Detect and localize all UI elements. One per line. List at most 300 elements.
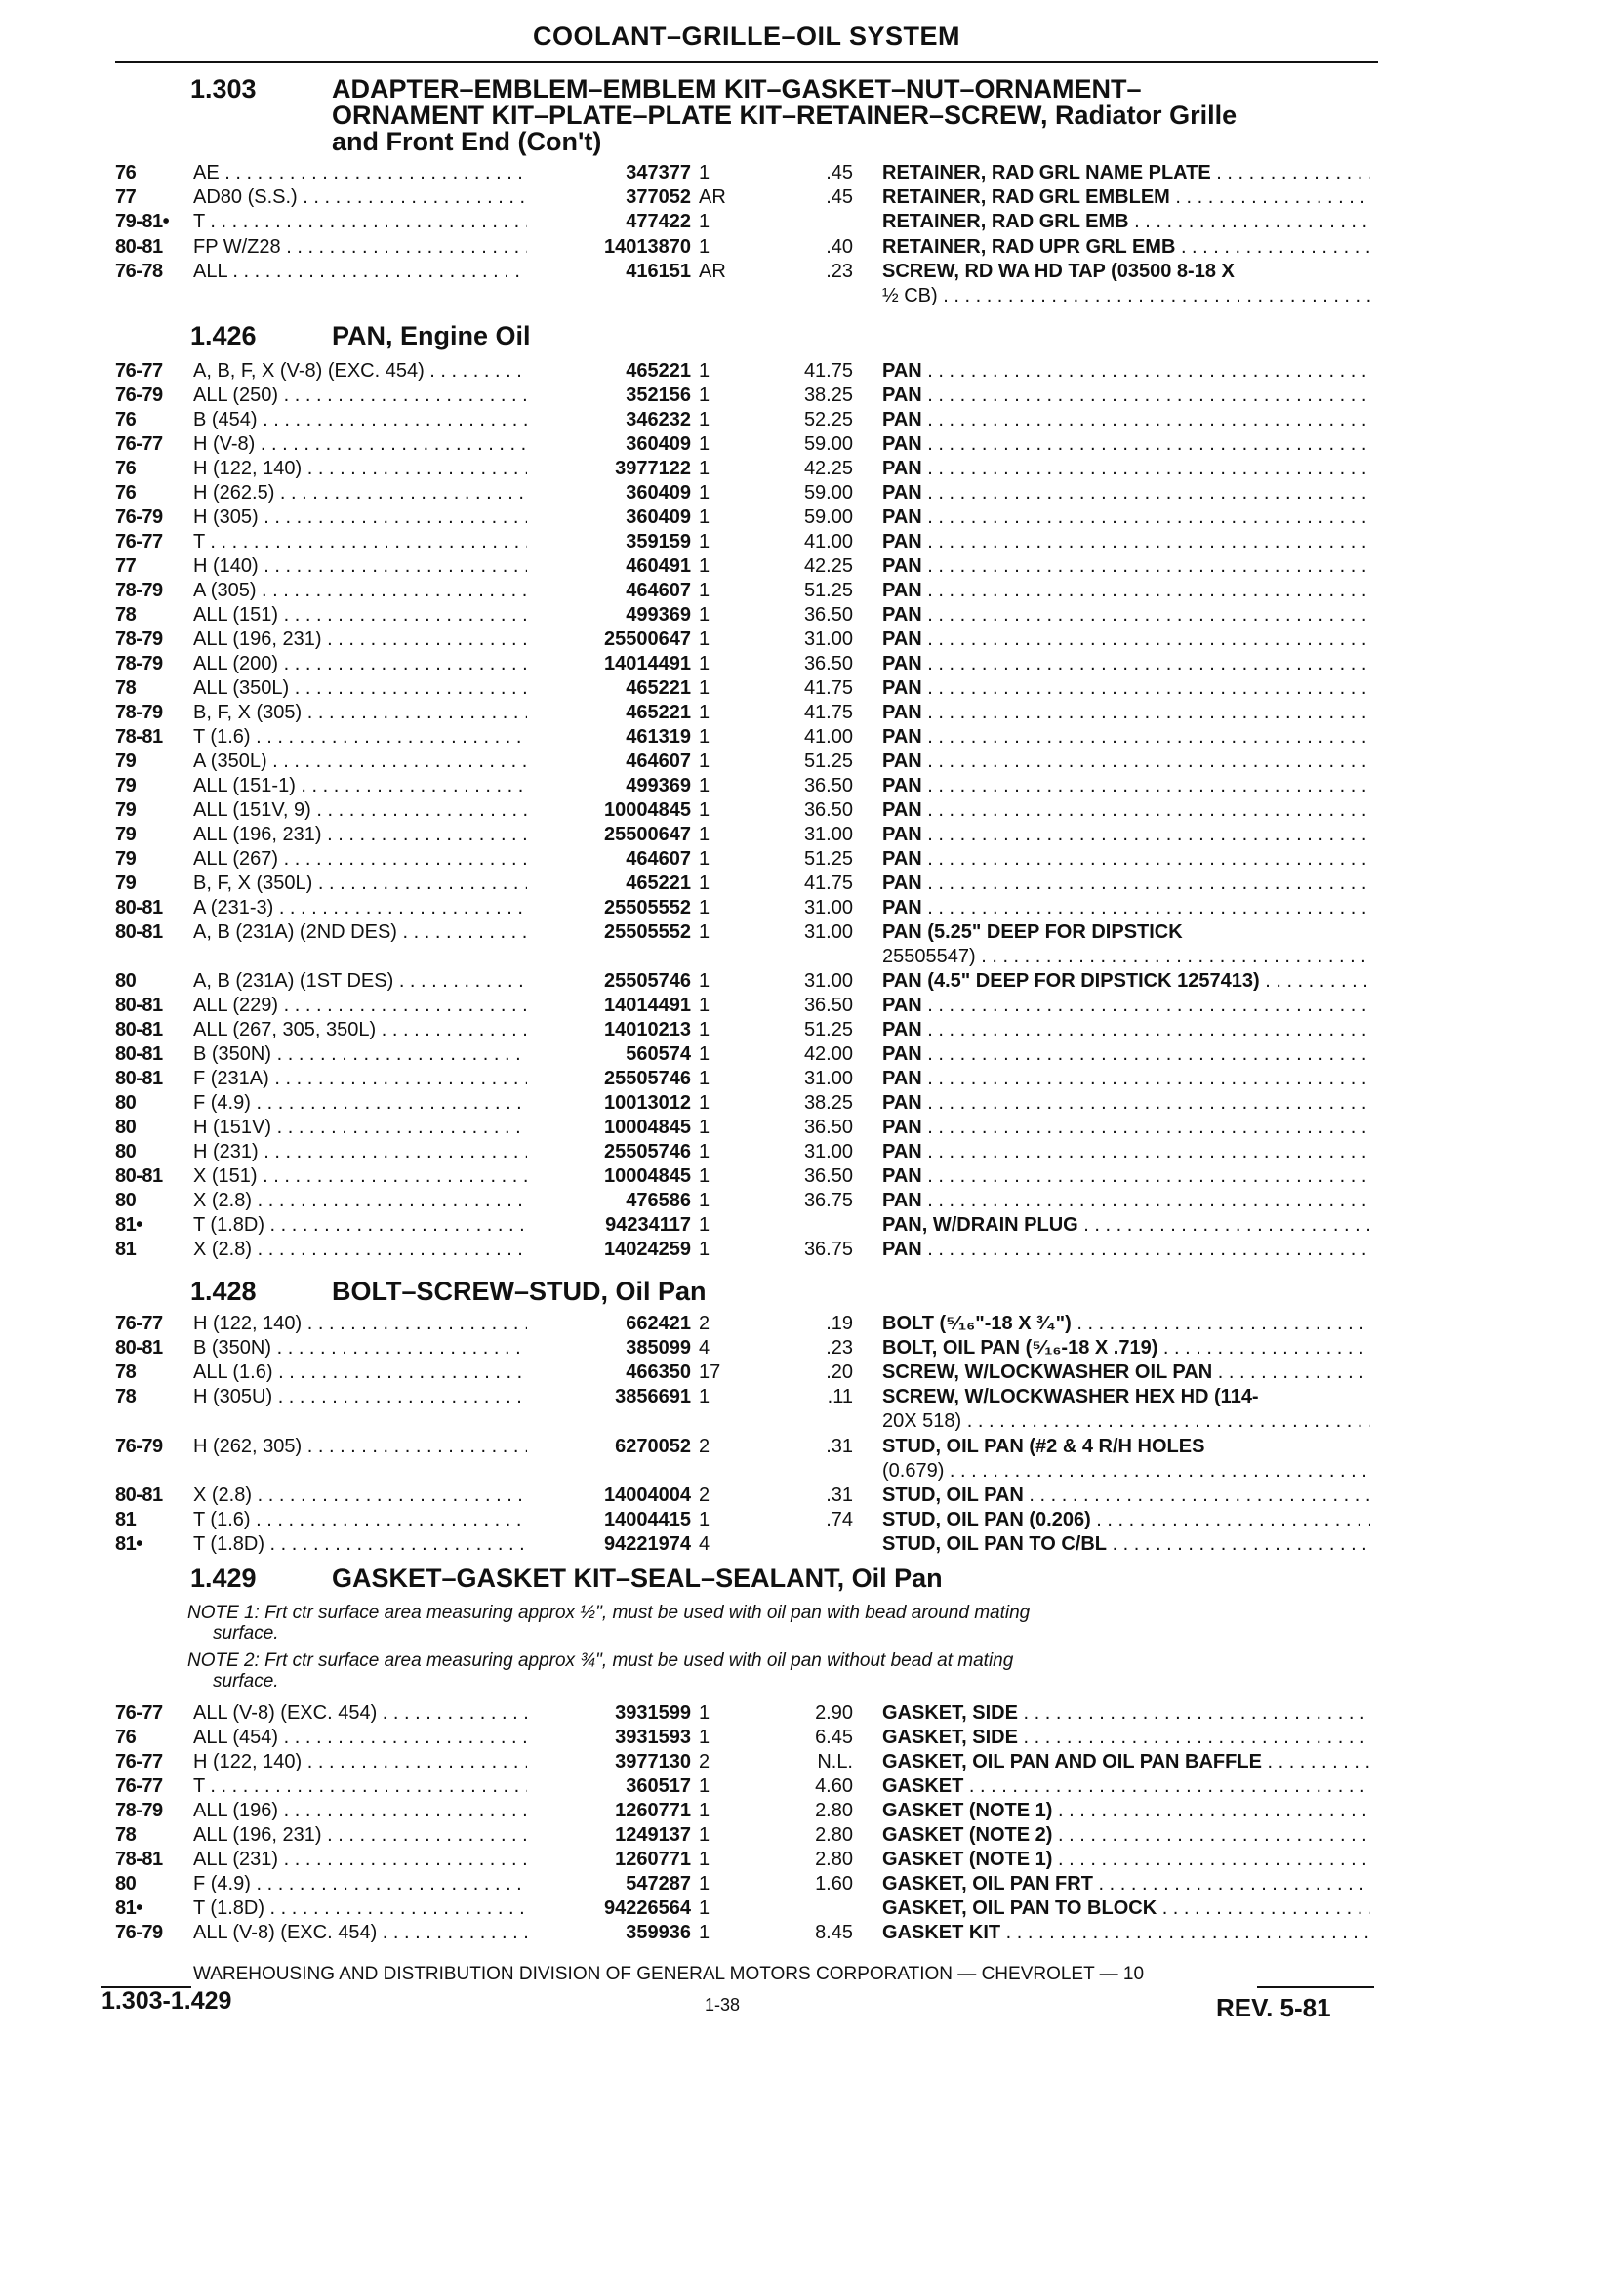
section-title-line: PAN, Engine Oil — [332, 321, 531, 350]
model-years: 76-79 — [115, 1922, 163, 1943]
quantity: 1 — [699, 677, 710, 699]
price: 38.25 — [803, 385, 853, 406]
section-number: 1.429 — [190, 1564, 257, 1593]
description — [882, 260, 1370, 308]
application: A, B (231A) (2ND DES) . . . — [193, 920, 547, 945]
footer-page-number: 1-38 — [705, 1995, 741, 2015]
quantity: 1 — [699, 433, 710, 455]
description — [882, 1799, 1370, 1823]
table-row — [0, 530, 1624, 554]
model-years: 80-81 — [115, 921, 163, 943]
quantity: 17 — [699, 1362, 721, 1383]
model-years: 80-81 — [115, 1165, 163, 1187]
description-text: BOLT, OIL PAN (⁵⁄₁₆-18 X .719) — [882, 1337, 1158, 1359]
note-1 — [187, 1603, 1339, 1644]
price: 31.00 — [803, 824, 853, 845]
description-text: PAN — [882, 507, 922, 528]
description — [882, 554, 1370, 579]
price: 2.90 — [815, 1702, 853, 1724]
description-text: PAN — [882, 1092, 922, 1114]
model-years: 76-77 — [115, 531, 163, 552]
application: H (151V) . . . — [193, 1116, 547, 1140]
table-row — [0, 457, 1624, 481]
table-row — [0, 1361, 1624, 1385]
table-row — [0, 432, 1624, 457]
price: 36.50 — [803, 653, 853, 674]
description — [882, 530, 1370, 554]
quantity: 2 — [699, 1436, 710, 1457]
model-years: 76 — [115, 458, 137, 479]
description-text: PAN — [882, 531, 922, 552]
table-row — [0, 481, 1624, 506]
price: 51.25 — [803, 751, 853, 772]
description — [882, 1921, 1370, 1945]
model-years: 80 — [115, 1092, 137, 1114]
part-number: 662421 — [527, 1312, 691, 1336]
quantity: 1 — [699, 409, 710, 430]
price: .40 — [826, 236, 853, 258]
application: B (454) . . . — [193, 408, 547, 432]
quantity: 1 — [699, 775, 710, 796]
model-years: 79 — [115, 751, 137, 772]
application: ALL (250) . . . — [193, 384, 547, 408]
quantity: 1 — [699, 1165, 710, 1187]
model-years: 76-79 — [115, 385, 163, 406]
price: 51.25 — [803, 848, 853, 870]
model-years: 78-79 — [115, 1800, 163, 1821]
application: H (305U) . . . — [193, 1385, 547, 1409]
table-row — [0, 1435, 1624, 1484]
description — [882, 676, 1370, 701]
description-text: GASKET, OIL PAN AND OIL PAN BAFFLE — [882, 1751, 1262, 1772]
table-row — [0, 1750, 1624, 1774]
table-row — [0, 1164, 1624, 1189]
quantity: 1 — [699, 385, 710, 406]
part-number: 25505552 — [527, 896, 691, 920]
model-years: 76-77 — [115, 1702, 163, 1724]
application: ALL . . . — [193, 260, 547, 284]
part-number: 465221 — [527, 872, 691, 896]
price: .23 — [826, 261, 853, 282]
description-text: PAN — [882, 409, 922, 430]
section-number: 1.303 — [190, 74, 257, 103]
quantity: 1 — [699, 653, 710, 674]
quantity: 1 — [699, 1141, 710, 1162]
table-row — [0, 161, 1624, 185]
description — [882, 994, 1370, 1018]
quantity: 4 — [699, 1533, 710, 1555]
quantity: 1 — [699, 1873, 710, 1894]
description-text: PAN — [882, 360, 922, 382]
quantity: 1 — [699, 1800, 710, 1821]
quantity: 1 — [699, 1509, 710, 1530]
application: ALL (196, 231) . . . — [193, 628, 547, 652]
description — [882, 725, 1370, 750]
quantity: AR — [699, 261, 726, 282]
model-years: 80-81 — [115, 897, 163, 918]
quantity: 1 — [699, 482, 710, 504]
part-number: 25505746 — [527, 1140, 691, 1164]
price: 41.75 — [803, 677, 853, 699]
model-years: 80-81 — [115, 1068, 163, 1089]
description-text: PAN — [882, 555, 922, 577]
part-number: 464607 — [527, 847, 691, 872]
description — [882, 506, 1370, 530]
quantity: 1 — [699, 162, 710, 183]
table-row — [0, 1336, 1624, 1361]
description — [882, 235, 1370, 260]
application: X (151) . . . — [193, 1164, 547, 1189]
quantity: 1 — [699, 507, 710, 528]
model-years: 80-81 — [115, 1485, 163, 1506]
application: T (1.8D) . . . — [193, 1896, 547, 1921]
price: 36.50 — [803, 1117, 853, 1138]
quantity: 1 — [699, 1849, 710, 1870]
quantity: 1 — [699, 1702, 710, 1724]
description — [882, 1848, 1370, 1872]
description-text: PAN — [882, 751, 922, 772]
model-years: 80 — [115, 1117, 137, 1138]
part-number: 465221 — [527, 701, 691, 725]
description-continued: 25505547) . . . — [882, 945, 1370, 969]
application: A, B, F, X (V-8) (EXC. 454) . . . — [193, 359, 547, 384]
description — [882, 774, 1370, 798]
description-text: PAN — [882, 1165, 922, 1187]
application: T (1.6) . . . — [193, 1508, 547, 1532]
section-title-line: ORNAMENT KIT–PLATE–PLATE KIT–RETAINER–SCREW, Radiator Grille — [332, 101, 1238, 130]
section-title — [332, 323, 531, 349]
quantity: 1 — [699, 1068, 710, 1089]
part-number: 360409 — [527, 432, 691, 457]
table-row — [0, 1799, 1624, 1823]
description-text: STUD, OIL PAN TO C/BL — [882, 1533, 1108, 1555]
price: 36.50 — [803, 995, 853, 1016]
application: H (262.5) . . . — [193, 481, 547, 506]
application: ALL (V-8) (EXC. 454) . . . — [193, 1921, 547, 1945]
description-text: PAN — [882, 1239, 922, 1260]
description-text: PAN — [882, 848, 922, 870]
application: ALL (151V, 9) . . . — [193, 798, 547, 823]
part-number: 25505746 — [527, 969, 691, 994]
table-row — [0, 628, 1624, 652]
description-text: SCREW, RD WA HD TAP (03500 8-18 X — [882, 261, 1235, 282]
table-row — [0, 235, 1624, 260]
application: H (122, 140) . . . — [193, 1750, 547, 1774]
part-number: 360409 — [527, 506, 691, 530]
description-text: RETAINER, RAD GRL EMBLEM — [882, 186, 1170, 208]
part-number: 347377 — [527, 161, 691, 185]
model-years: 81• — [115, 1533, 142, 1555]
quantity: 1 — [699, 873, 710, 894]
price: 59.00 — [803, 482, 853, 504]
description — [882, 1484, 1370, 1508]
table-row — [0, 210, 1624, 234]
description-text: PAN — [882, 995, 922, 1016]
quantity: 1 — [699, 824, 710, 845]
description-text: STUD, OIL PAN — [882, 1485, 1024, 1506]
price: .45 — [826, 186, 853, 208]
model-years: 79-81• — [115, 211, 170, 232]
application: ALL (196, 231) . . . — [193, 1823, 547, 1848]
part-number: 94221974 — [527, 1532, 691, 1557]
table-row — [0, 676, 1624, 701]
price: 1.60 — [815, 1873, 853, 1894]
model-years: 80 — [115, 1141, 137, 1162]
table-row — [0, 798, 1624, 823]
part-number: 25505746 — [527, 1067, 691, 1091]
price: 41.00 — [803, 531, 853, 552]
table-row — [0, 1189, 1624, 1213]
part-number: 465221 — [527, 676, 691, 701]
description — [882, 1701, 1370, 1726]
description — [882, 1189, 1370, 1213]
model-years: 76-78 — [115, 261, 163, 282]
note-text: NOTE 1: Frt ctr surface area measuring approx ½", must be used with oil pan with bead around mating — [187, 1603, 1031, 1623]
table-row — [0, 896, 1624, 920]
application: ALL (454) . . . — [193, 1726, 547, 1750]
table-row — [0, 359, 1624, 384]
part-number: 547287 — [527, 1872, 691, 1896]
model-years: 81• — [115, 1214, 142, 1236]
description-text: STUD, OIL PAN (0.206) — [882, 1509, 1091, 1530]
description — [882, 210, 1370, 234]
quantity: 1 — [699, 1727, 710, 1748]
part-number: 464607 — [527, 750, 691, 774]
part-number: 25500647 — [527, 628, 691, 652]
application: T (1.6) . . . — [193, 725, 547, 750]
part-number: 499369 — [527, 774, 691, 798]
application: ALL (V-8) (EXC. 454) . . . — [193, 1701, 547, 1726]
quantity: 1 — [699, 555, 710, 577]
quantity: 1 — [699, 799, 710, 821]
price: 31.00 — [803, 970, 853, 992]
description — [882, 1532, 1370, 1557]
table-row — [0, 1140, 1624, 1164]
part-number: 352156 — [527, 384, 691, 408]
application: H (V-8) . . . — [193, 432, 547, 457]
part-number: 416151 — [527, 260, 691, 284]
part-number: 14014491 — [527, 652, 691, 676]
description — [882, 701, 1370, 725]
description — [882, 384, 1370, 408]
price: 8.45 — [815, 1922, 853, 1943]
price: 4.60 — [815, 1775, 853, 1797]
table-row — [0, 1042, 1624, 1067]
quantity: 1 — [699, 236, 710, 258]
description-text: PAN — [882, 385, 922, 406]
description — [882, 823, 1370, 847]
description — [882, 359, 1370, 384]
description-text: GASKET — [882, 1775, 964, 1797]
description-text: GASKET, OIL PAN TO BLOCK — [882, 1897, 1157, 1919]
description-text: PAN — [882, 1068, 922, 1089]
section-number: 1.426 — [190, 321, 257, 350]
quantity: 1 — [699, 1190, 710, 1211]
part-number: 476586 — [527, 1189, 691, 1213]
description-text: PAN — [882, 1117, 922, 1138]
model-years: 76-77 — [115, 1313, 163, 1334]
description-text: GASKET (NOTE 1) — [882, 1849, 1053, 1870]
table-row — [0, 1508, 1624, 1532]
description-text: GASKET (NOTE 1) — [882, 1800, 1053, 1821]
description — [882, 1018, 1370, 1042]
model-years: 76-77 — [115, 360, 163, 382]
application: B, F, X (305) . . . — [193, 701, 547, 725]
quantity: 1 — [699, 1092, 710, 1114]
model-years: 78-79 — [115, 702, 163, 723]
application: H (140) . . . — [193, 554, 547, 579]
description-text: RETAINER, RAD GRL NAME PLATE — [882, 162, 1211, 183]
price: 31.00 — [803, 897, 853, 918]
description — [882, 185, 1370, 210]
price: 2.80 — [815, 1849, 853, 1870]
description-text: PAN — [882, 604, 922, 626]
model-years: 80-81 — [115, 1043, 163, 1065]
model-years: 78-81 — [115, 726, 163, 748]
application: B (350N) . . . — [193, 1336, 547, 1361]
application: H (305) . . . — [193, 506, 547, 530]
description-text: PAN — [882, 653, 922, 674]
part-number: 10004845 — [527, 798, 691, 823]
description-text: GASKET, SIDE — [882, 1702, 1018, 1724]
description — [882, 628, 1370, 652]
table-row — [0, 701, 1624, 725]
model-years: 78 — [115, 677, 137, 699]
description — [882, 1726, 1370, 1750]
part-number: 6270052 — [527, 1435, 691, 1459]
description-text: PAN — [882, 1141, 922, 1162]
model-years: 80 — [115, 1190, 137, 1211]
section-title-line: and Front End (Con't) — [332, 127, 602, 156]
quantity: 1 — [699, 702, 710, 723]
application: FP W/Z28 . . . — [193, 235, 547, 260]
part-number: 3931599 — [527, 1701, 691, 1726]
description — [882, 603, 1370, 628]
price: 36.50 — [803, 1165, 853, 1187]
section-title — [332, 1566, 943, 1592]
price: 2.80 — [815, 1800, 853, 1821]
application: A (231-3) . . . — [193, 896, 547, 920]
description — [882, 457, 1370, 481]
part-number: 94234117 — [527, 1213, 691, 1238]
description-text: BOLT (⁵⁄₁₆"-18 X ³⁄₄") — [882, 1313, 1072, 1334]
model-years: 77 — [115, 186, 137, 208]
description-continued: ½ CB) . . . — [882, 284, 1370, 308]
price: .23 — [826, 1337, 853, 1359]
application: F (4.9) . . . — [193, 1872, 547, 1896]
note-2 — [187, 1650, 1339, 1691]
table-row — [0, 969, 1624, 994]
model-years: 78 — [115, 604, 137, 626]
table-row — [0, 1848, 1624, 1872]
model-years: 76-77 — [115, 433, 163, 455]
price: 59.00 — [803, 433, 853, 455]
price: 52.25 — [803, 409, 853, 430]
application: H (122, 140) . . . — [193, 1312, 547, 1336]
price: 51.25 — [803, 580, 853, 601]
quantity: 1 — [699, 1239, 710, 1260]
model-years: 79 — [115, 824, 137, 845]
part-number: 10013012 — [527, 1091, 691, 1116]
description-text: GASKET KIT — [882, 1922, 1001, 1943]
part-number: 10004845 — [527, 1164, 691, 1189]
quantity: 1 — [699, 1019, 710, 1040]
part-number: 3931593 — [527, 1726, 691, 1750]
quantity: 1 — [699, 1897, 710, 1919]
quantity: 1 — [699, 458, 710, 479]
part-number: 14024259 — [527, 1238, 691, 1262]
part-number: 360409 — [527, 481, 691, 506]
table-row — [0, 847, 1624, 872]
model-years: 78-81 — [115, 1849, 163, 1870]
part-number: 461319 — [527, 725, 691, 750]
table-row — [0, 1312, 1624, 1336]
quantity: 1 — [699, 211, 710, 232]
quantity: 1 — [699, 970, 710, 992]
application: T (1.8D) . . . — [193, 1213, 547, 1238]
footer-rule-right — [1257, 1986, 1374, 1988]
model-years: 76-77 — [115, 1751, 163, 1772]
header-rule — [115, 61, 1378, 63]
price: 51.25 — [803, 1019, 853, 1040]
part-number: 560574 — [527, 1042, 691, 1067]
description — [882, 1872, 1370, 1896]
model-years: 78-79 — [115, 580, 163, 601]
description-text: RETAINER, RAD UPR GRL EMB — [882, 236, 1176, 258]
part-number: 14004415 — [527, 1508, 691, 1532]
application: ALL (1.6) . . . — [193, 1361, 547, 1385]
application: AE . . . — [193, 161, 547, 185]
table-row — [0, 506, 1624, 530]
quantity: 1 — [699, 848, 710, 870]
table-row — [0, 774, 1624, 798]
description — [882, 481, 1370, 506]
description-text: PAN — [882, 873, 922, 894]
model-years: 81 — [115, 1509, 137, 1530]
table-row — [0, 603, 1624, 628]
price: 42.25 — [803, 458, 853, 479]
table-row — [0, 1484, 1624, 1508]
model-years: 80-81 — [115, 995, 163, 1016]
note-text-continued: surface. — [213, 1623, 279, 1644]
description — [882, 750, 1370, 774]
part-number: 14013870 — [527, 235, 691, 260]
model-years: 78-79 — [115, 653, 163, 674]
description — [882, 896, 1370, 920]
description — [882, 1238, 1370, 1262]
application: H (231) . . . — [193, 1140, 547, 1164]
description-text: PAN — [882, 824, 922, 845]
model-years: 80 — [115, 970, 137, 992]
model-years: 80 — [115, 1873, 137, 1894]
part-number: 385099 — [527, 1336, 691, 1361]
application: H (262, 305) . . . — [193, 1435, 547, 1459]
table-row — [0, 185, 1624, 210]
quantity: AR — [699, 186, 726, 208]
quantity: 1 — [699, 629, 710, 650]
description — [882, 652, 1370, 676]
price: N.L. — [817, 1751, 853, 1772]
description — [882, 1385, 1370, 1434]
description — [882, 1361, 1370, 1385]
model-years: 78 — [115, 1386, 137, 1407]
part-number: 466350 — [527, 1361, 691, 1385]
part-number: 3977130 — [527, 1750, 691, 1774]
description — [882, 1213, 1370, 1238]
description-text: PAN — [882, 580, 922, 601]
quantity: 1 — [699, 995, 710, 1016]
description — [882, 1140, 1370, 1164]
